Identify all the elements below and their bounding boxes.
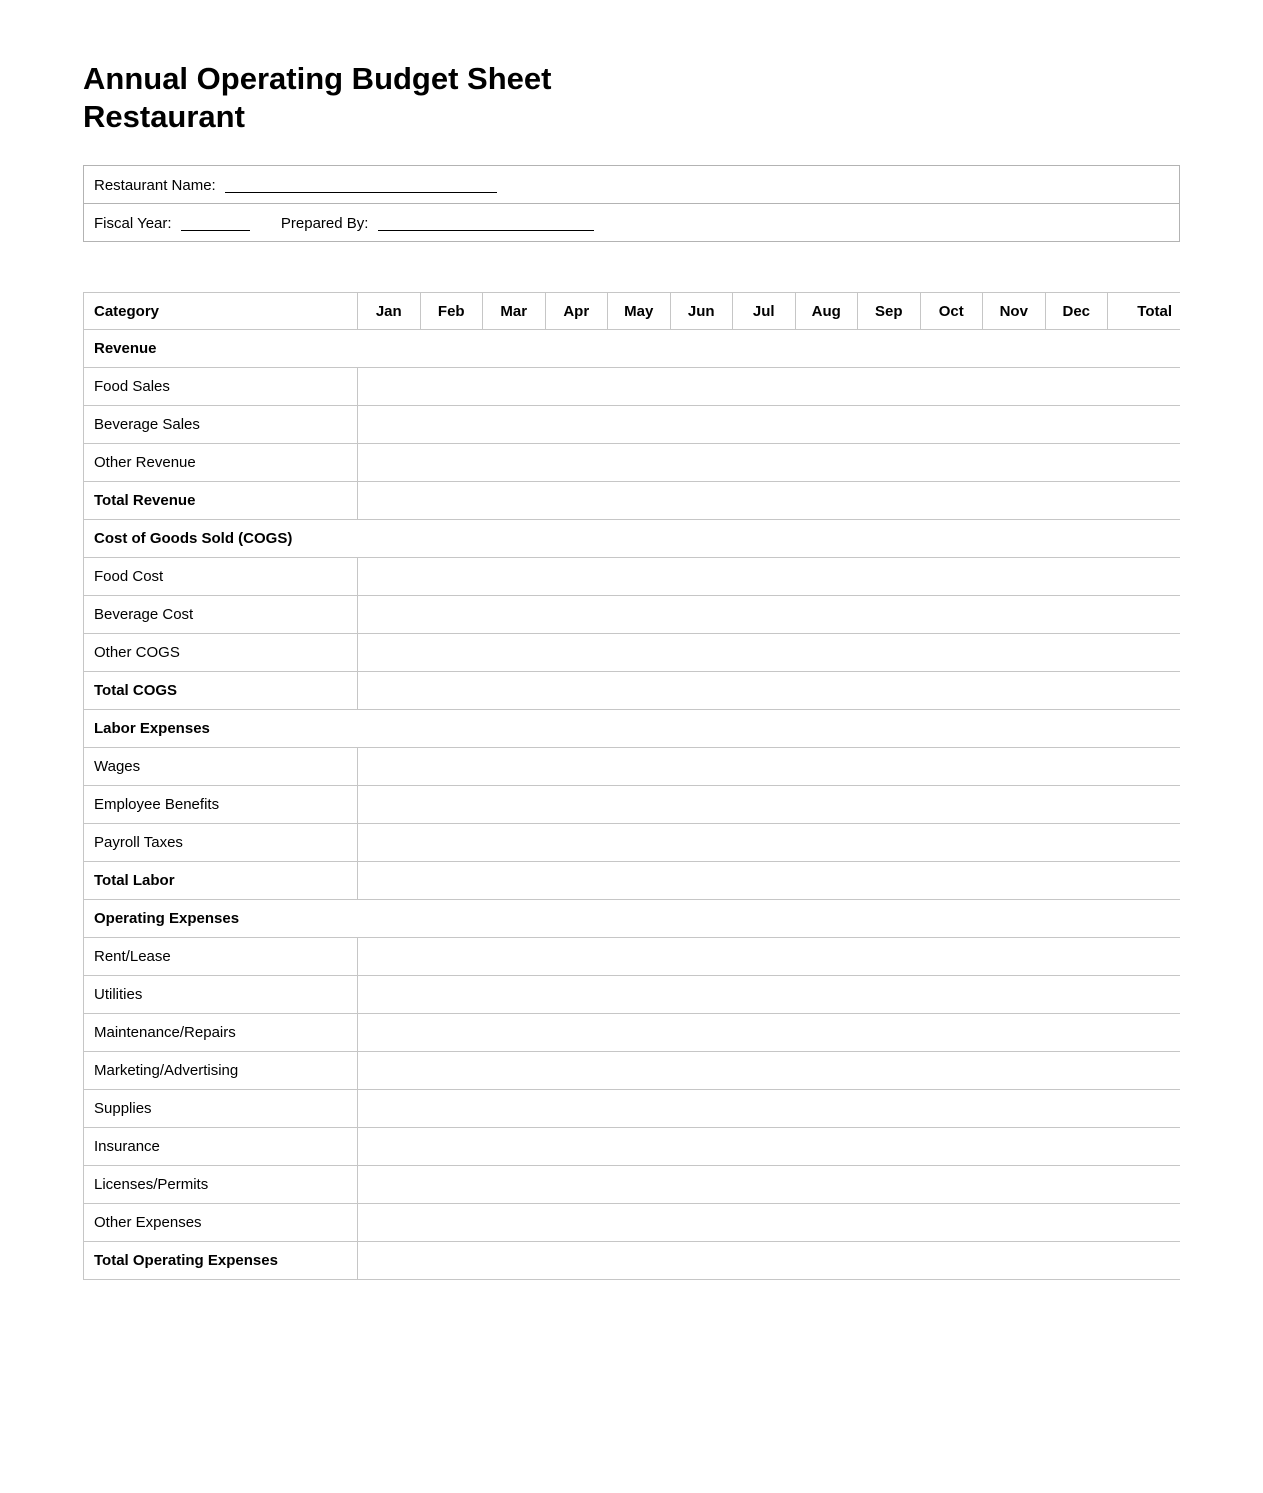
section-header-row <box>84 710 1181 748</box>
table-header-row <box>84 293 1181 330</box>
row-label: Total Operating Expenses <box>84 1242 358 1280</box>
section-header-label: Revenue <box>84 330 1181 368</box>
column-header-jun: Jun <box>670 293 733 330</box>
fiscal-year-row <box>84 204 1180 242</box>
category-row <box>84 558 1181 596</box>
months-empty-cell <box>358 406 1181 444</box>
row-label: Beverage Sales <box>84 406 358 444</box>
restaurant-name-blank-line <box>225 179 497 193</box>
category-row <box>84 368 1181 406</box>
page-title <box>83 60 1180 136</box>
info-box <box>83 165 1180 242</box>
category-row <box>84 786 1181 824</box>
category-row <box>84 1204 1181 1242</box>
section-header-row <box>84 330 1181 368</box>
months-empty-cell <box>358 1242 1181 1280</box>
section-header-row <box>84 520 1181 558</box>
category-row <box>84 596 1181 634</box>
row-label: Wages <box>84 748 358 786</box>
total-row <box>84 482 1181 520</box>
months-empty-cell <box>358 1166 1181 1204</box>
budget-table <box>83 292 1180 1280</box>
row-label: Licenses/Permits <box>84 1166 358 1204</box>
category-row <box>84 938 1181 976</box>
column-header-oct: Oct <box>920 293 983 330</box>
months-empty-cell <box>358 938 1181 976</box>
category-row <box>84 748 1181 786</box>
section-header-label: Labor Expenses <box>84 710 1181 748</box>
fiscal-year-cell <box>84 204 1180 242</box>
months-empty-cell <box>358 1204 1181 1242</box>
section-header-row <box>84 900 1181 938</box>
months-empty-cell <box>358 482 1181 520</box>
months-empty-cell <box>358 558 1181 596</box>
row-label: Food Sales <box>84 368 358 406</box>
months-empty-cell <box>358 596 1181 634</box>
row-label: Other COGS <box>84 634 358 672</box>
months-empty-cell <box>358 1014 1181 1052</box>
row-label: Marketing/Advertising <box>84 1052 358 1090</box>
row-label: Employee Benefits <box>84 786 358 824</box>
column-header-total: Total <box>1108 293 1181 330</box>
column-header-apr: Apr <box>545 293 608 330</box>
category-row <box>84 1052 1181 1090</box>
column-header-sep: Sep <box>858 293 921 330</box>
row-label: Maintenance/Repairs <box>84 1014 358 1052</box>
category-row <box>84 406 1181 444</box>
column-header-aug: Aug <box>795 293 858 330</box>
page-title-line1: Annual Operating Budget Sheet <box>83 61 552 96</box>
months-empty-cell <box>358 672 1181 710</box>
category-row <box>84 824 1181 862</box>
column-header-mar: Mar <box>483 293 546 330</box>
months-empty-cell <box>358 976 1181 1014</box>
row-label: Beverage Cost <box>84 596 358 634</box>
category-row <box>84 976 1181 1014</box>
total-row <box>84 672 1181 710</box>
category-row <box>84 1166 1181 1204</box>
months-empty-cell <box>358 634 1181 672</box>
months-empty-cell <box>358 1128 1181 1166</box>
column-header-may: May <box>608 293 671 330</box>
row-label: Payroll Taxes <box>84 824 358 862</box>
column-header-jul: Jul <box>733 293 796 330</box>
section-header-label: Operating Expenses <box>84 900 1181 938</box>
total-row <box>84 1242 1181 1280</box>
months-empty-cell <box>358 444 1181 482</box>
months-empty-cell <box>358 1090 1181 1128</box>
category-row <box>84 1128 1181 1166</box>
prepared-by-label: Prepared By: <box>280 214 369 232</box>
category-row <box>84 634 1181 672</box>
column-header-category: Category <box>84 293 358 330</box>
row-label: Rent/Lease <box>84 938 358 976</box>
category-row <box>84 1014 1181 1052</box>
months-empty-cell <box>358 368 1181 406</box>
row-label: Utilities <box>84 976 358 1014</box>
column-header-feb: Feb <box>420 293 483 330</box>
row-label: Other Expenses <box>84 1204 358 1242</box>
restaurant-name-cell <box>84 166 1180 204</box>
column-header-nov: Nov <box>983 293 1046 330</box>
page-title-line2: Restaurant <box>83 99 245 134</box>
row-label: Supplies <box>84 1090 358 1128</box>
months-empty-cell <box>358 1052 1181 1090</box>
section-header-label: Cost of Goods Sold (COGS) <box>84 520 1181 558</box>
total-row <box>84 862 1181 900</box>
row-label: Other Revenue <box>84 444 358 482</box>
column-header-jan: Jan <box>358 293 421 330</box>
budget-table-clip <box>83 292 1180 1299</box>
row-label: Insurance <box>84 1128 358 1166</box>
row-label: Total Labor <box>84 862 358 900</box>
fiscal-year-blank-line <box>181 217 250 231</box>
restaurant-name-label: Restaurant Name: <box>94 176 216 194</box>
category-row <box>84 444 1181 482</box>
category-row <box>84 1090 1181 1128</box>
prepared-by-blank-line <box>378 217 594 231</box>
row-label: Food Cost <box>84 558 358 596</box>
fiscal-year-label: Fiscal Year: <box>94 214 172 232</box>
months-empty-cell <box>358 786 1181 824</box>
months-empty-cell <box>358 748 1181 786</box>
row-label: Total Revenue <box>84 482 358 520</box>
column-header-dec: Dec <box>1045 293 1108 330</box>
row-label: Total COGS <box>84 672 358 710</box>
restaurant-name-row <box>84 166 1180 204</box>
months-empty-cell <box>358 862 1181 900</box>
months-empty-cell <box>358 824 1181 862</box>
